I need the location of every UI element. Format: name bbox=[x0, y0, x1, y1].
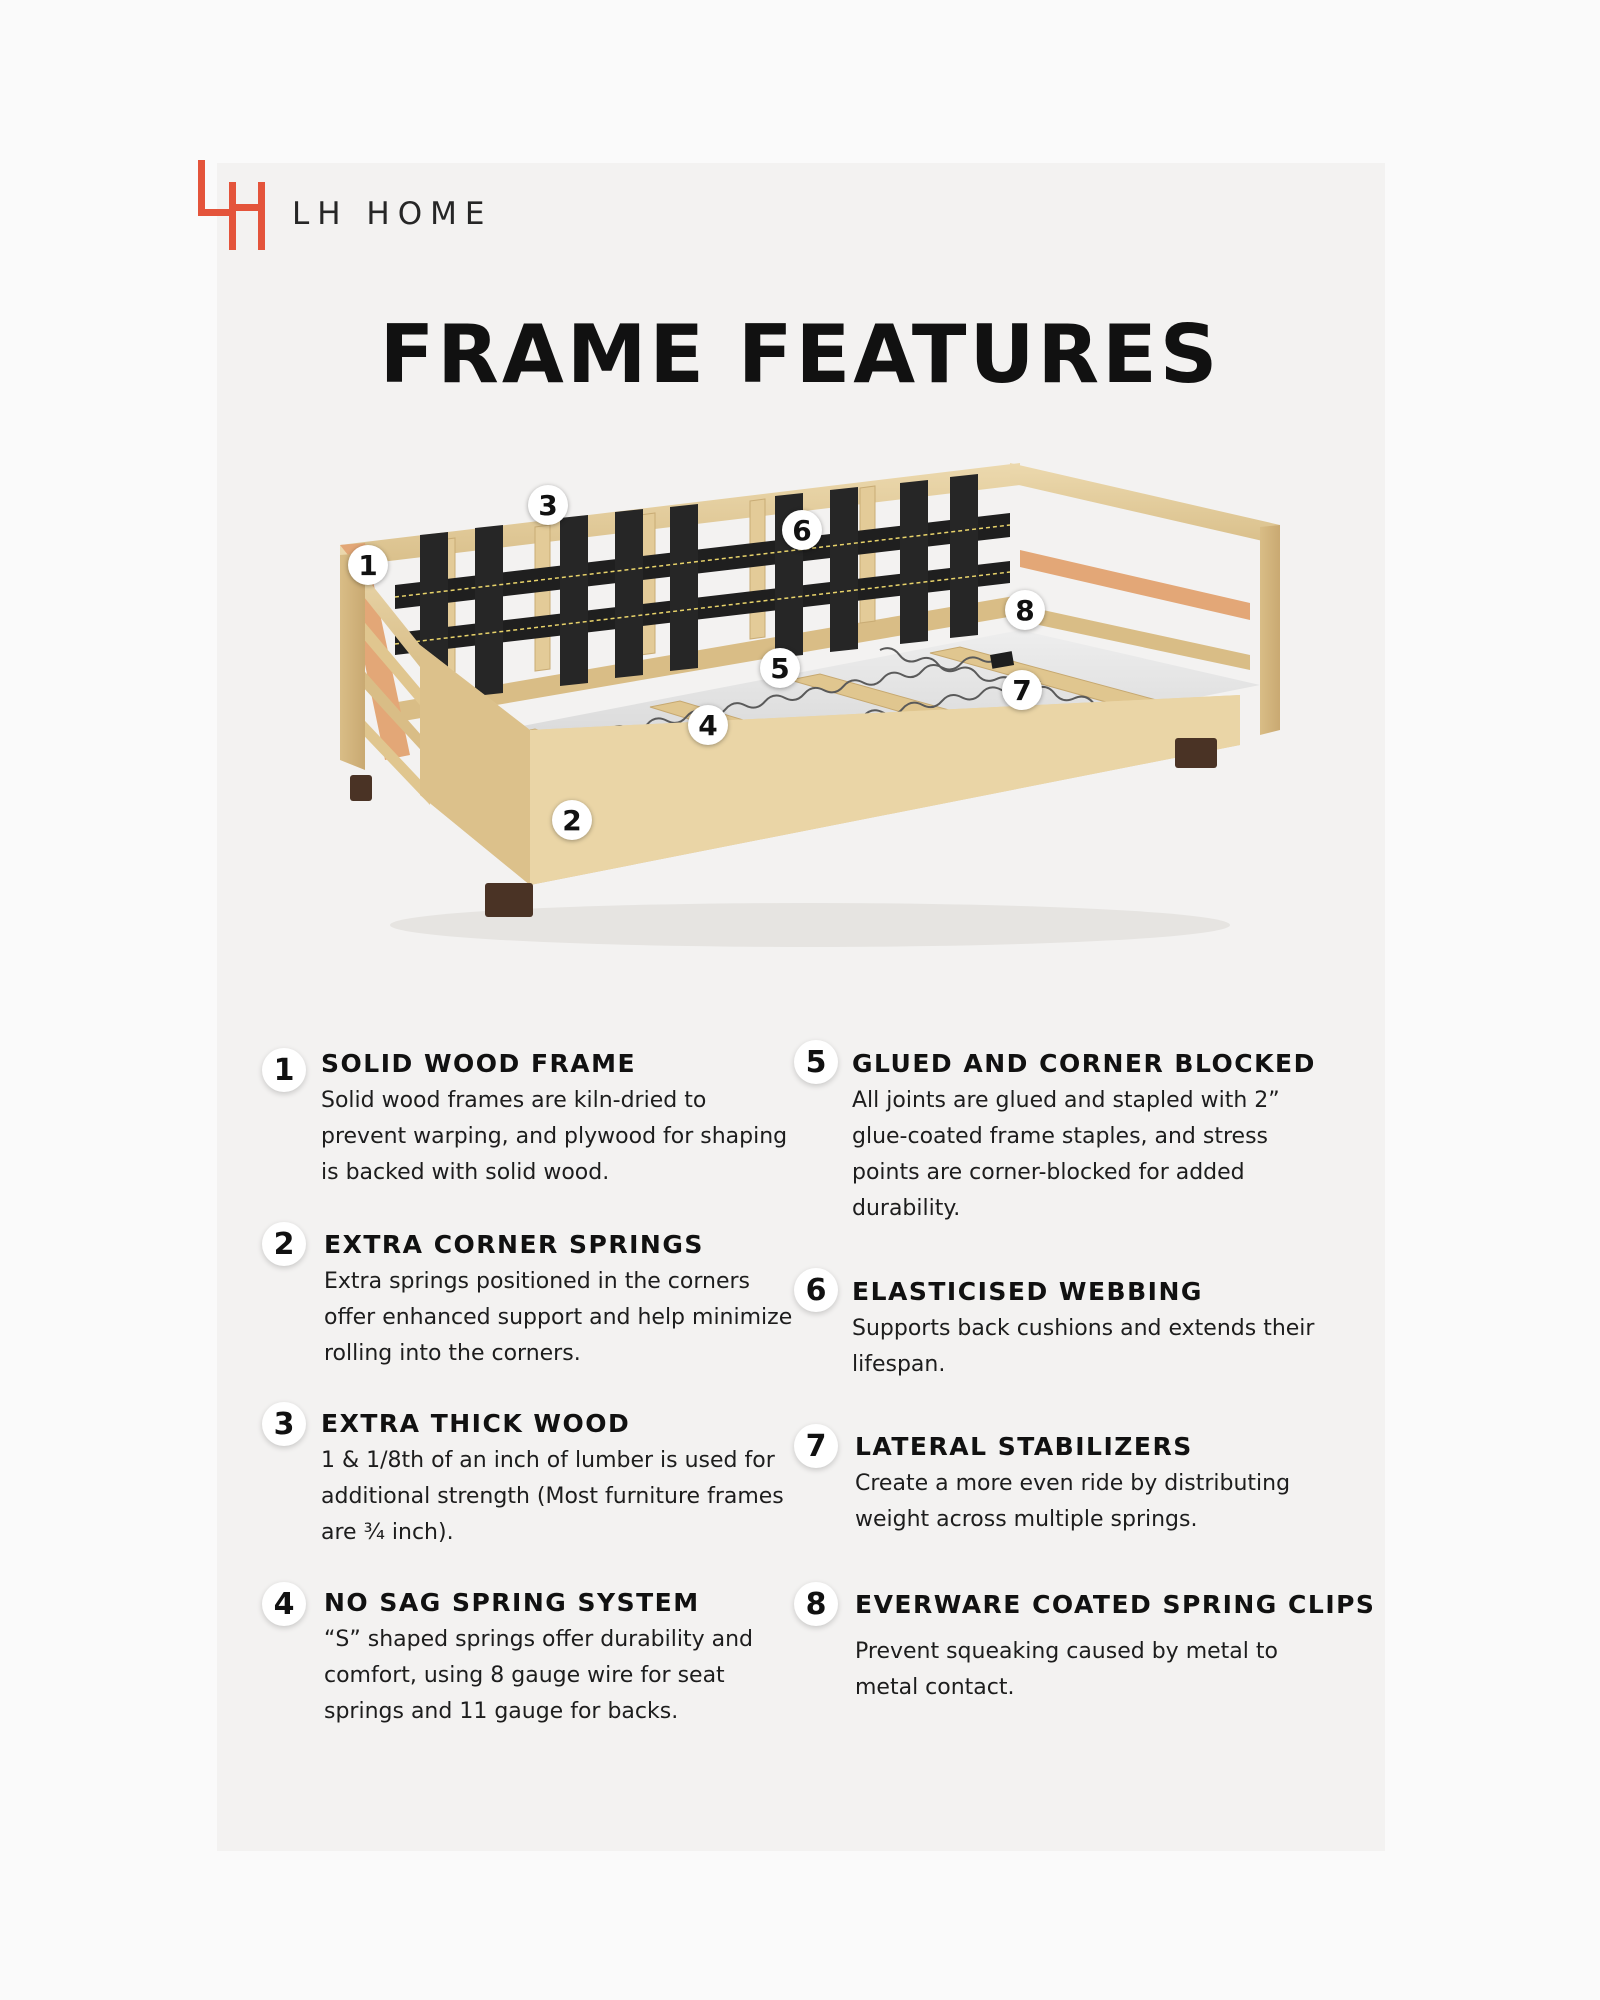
callout-8: 8 bbox=[1005, 590, 1045, 630]
brand-name: LH HOME bbox=[292, 196, 493, 232]
feature-title: EVERWARE COATED SPRING CLIPS bbox=[855, 1590, 1376, 1619]
feature-description: 1 & 1/8th of an inch of lumber is used for additional strength (Most furniture frames are ¾ inch). bbox=[321, 1448, 784, 1545]
page-title: FRAME FEATURES bbox=[379, 308, 1221, 401]
feature-title: EXTRA THICK WOOD bbox=[321, 1409, 631, 1438]
lh-logo-icon bbox=[198, 160, 268, 250]
feature-1-number: 1 bbox=[262, 1048, 306, 1092]
feature-description: All joints are glued and stapled with 2” glue-coated frame staples, and stress points are corner-blocked for added durability. bbox=[852, 1088, 1280, 1221]
feature-description: Extra springs positioned in the corners offer enhanced support and help minimize rolling into the corners. bbox=[324, 1269, 793, 1366]
feature-title: EXTRA CORNER SPRINGS bbox=[324, 1230, 704, 1259]
feature-description: Supports back cushions and extends their lifespan. bbox=[852, 1316, 1315, 1377]
feature-title: NO SAG SPRING SYSTEM bbox=[324, 1588, 700, 1617]
callout-5: 5 bbox=[760, 648, 800, 688]
feature-title: LATERAL STABILIZERS bbox=[855, 1432, 1193, 1461]
feature-extra-corner-springs bbox=[324, 1230, 794, 1372]
callout-4: 4 bbox=[688, 705, 728, 745]
feature-5-number: 5 bbox=[794, 1040, 838, 1084]
feature-description: Prevent squeaking caused by metal to metal contact. bbox=[855, 1639, 1278, 1700]
feature-no-sag-spring-system bbox=[324, 1588, 794, 1730]
callout-7: 7 bbox=[1002, 670, 1042, 710]
feature-solid-wood-frame bbox=[321, 1049, 791, 1191]
feature-description: Create a more even ride by distributing weight across multiple springs. bbox=[855, 1471, 1291, 1532]
feature-title: ELASTICISED WEBBING bbox=[852, 1277, 1203, 1306]
feature-2-number: 2 bbox=[262, 1222, 306, 1266]
callout-6: 6 bbox=[782, 510, 822, 550]
feature-title: SOLID WOOD FRAME bbox=[321, 1049, 637, 1078]
feature-elasticised-webbing bbox=[852, 1277, 1322, 1383]
feature-description: Solid wood frames are kiln-dried to prevent warping, and plywood for shaping is backed with solid wood. bbox=[321, 1088, 788, 1185]
feature-lateral-stabilizers bbox=[855, 1432, 1325, 1538]
feature-6-number: 6 bbox=[794, 1268, 838, 1312]
feature-4-number: 4 bbox=[262, 1582, 306, 1626]
feature-7-number: 7 bbox=[794, 1424, 838, 1468]
feature-8-number: 8 bbox=[794, 1582, 838, 1626]
feature-title: GLUED AND CORNER BLOCKED bbox=[852, 1049, 1316, 1078]
callout-1: 1 bbox=[348, 545, 388, 585]
feature-3-number: 3 bbox=[262, 1402, 306, 1446]
feature-extra-thick-wood bbox=[321, 1409, 791, 1551]
feature-glued-and-corner-blocked bbox=[852, 1049, 1322, 1227]
callout-3: 3 bbox=[528, 485, 568, 525]
feature-everware-coated-spring-clips bbox=[855, 1590, 1376, 1706]
callout-2: 2 bbox=[552, 800, 592, 840]
feature-description: “S” shaped springs offer durability and comfort, using 8 gauge wire for seat springs and 11 gauge for backs. bbox=[324, 1627, 753, 1724]
